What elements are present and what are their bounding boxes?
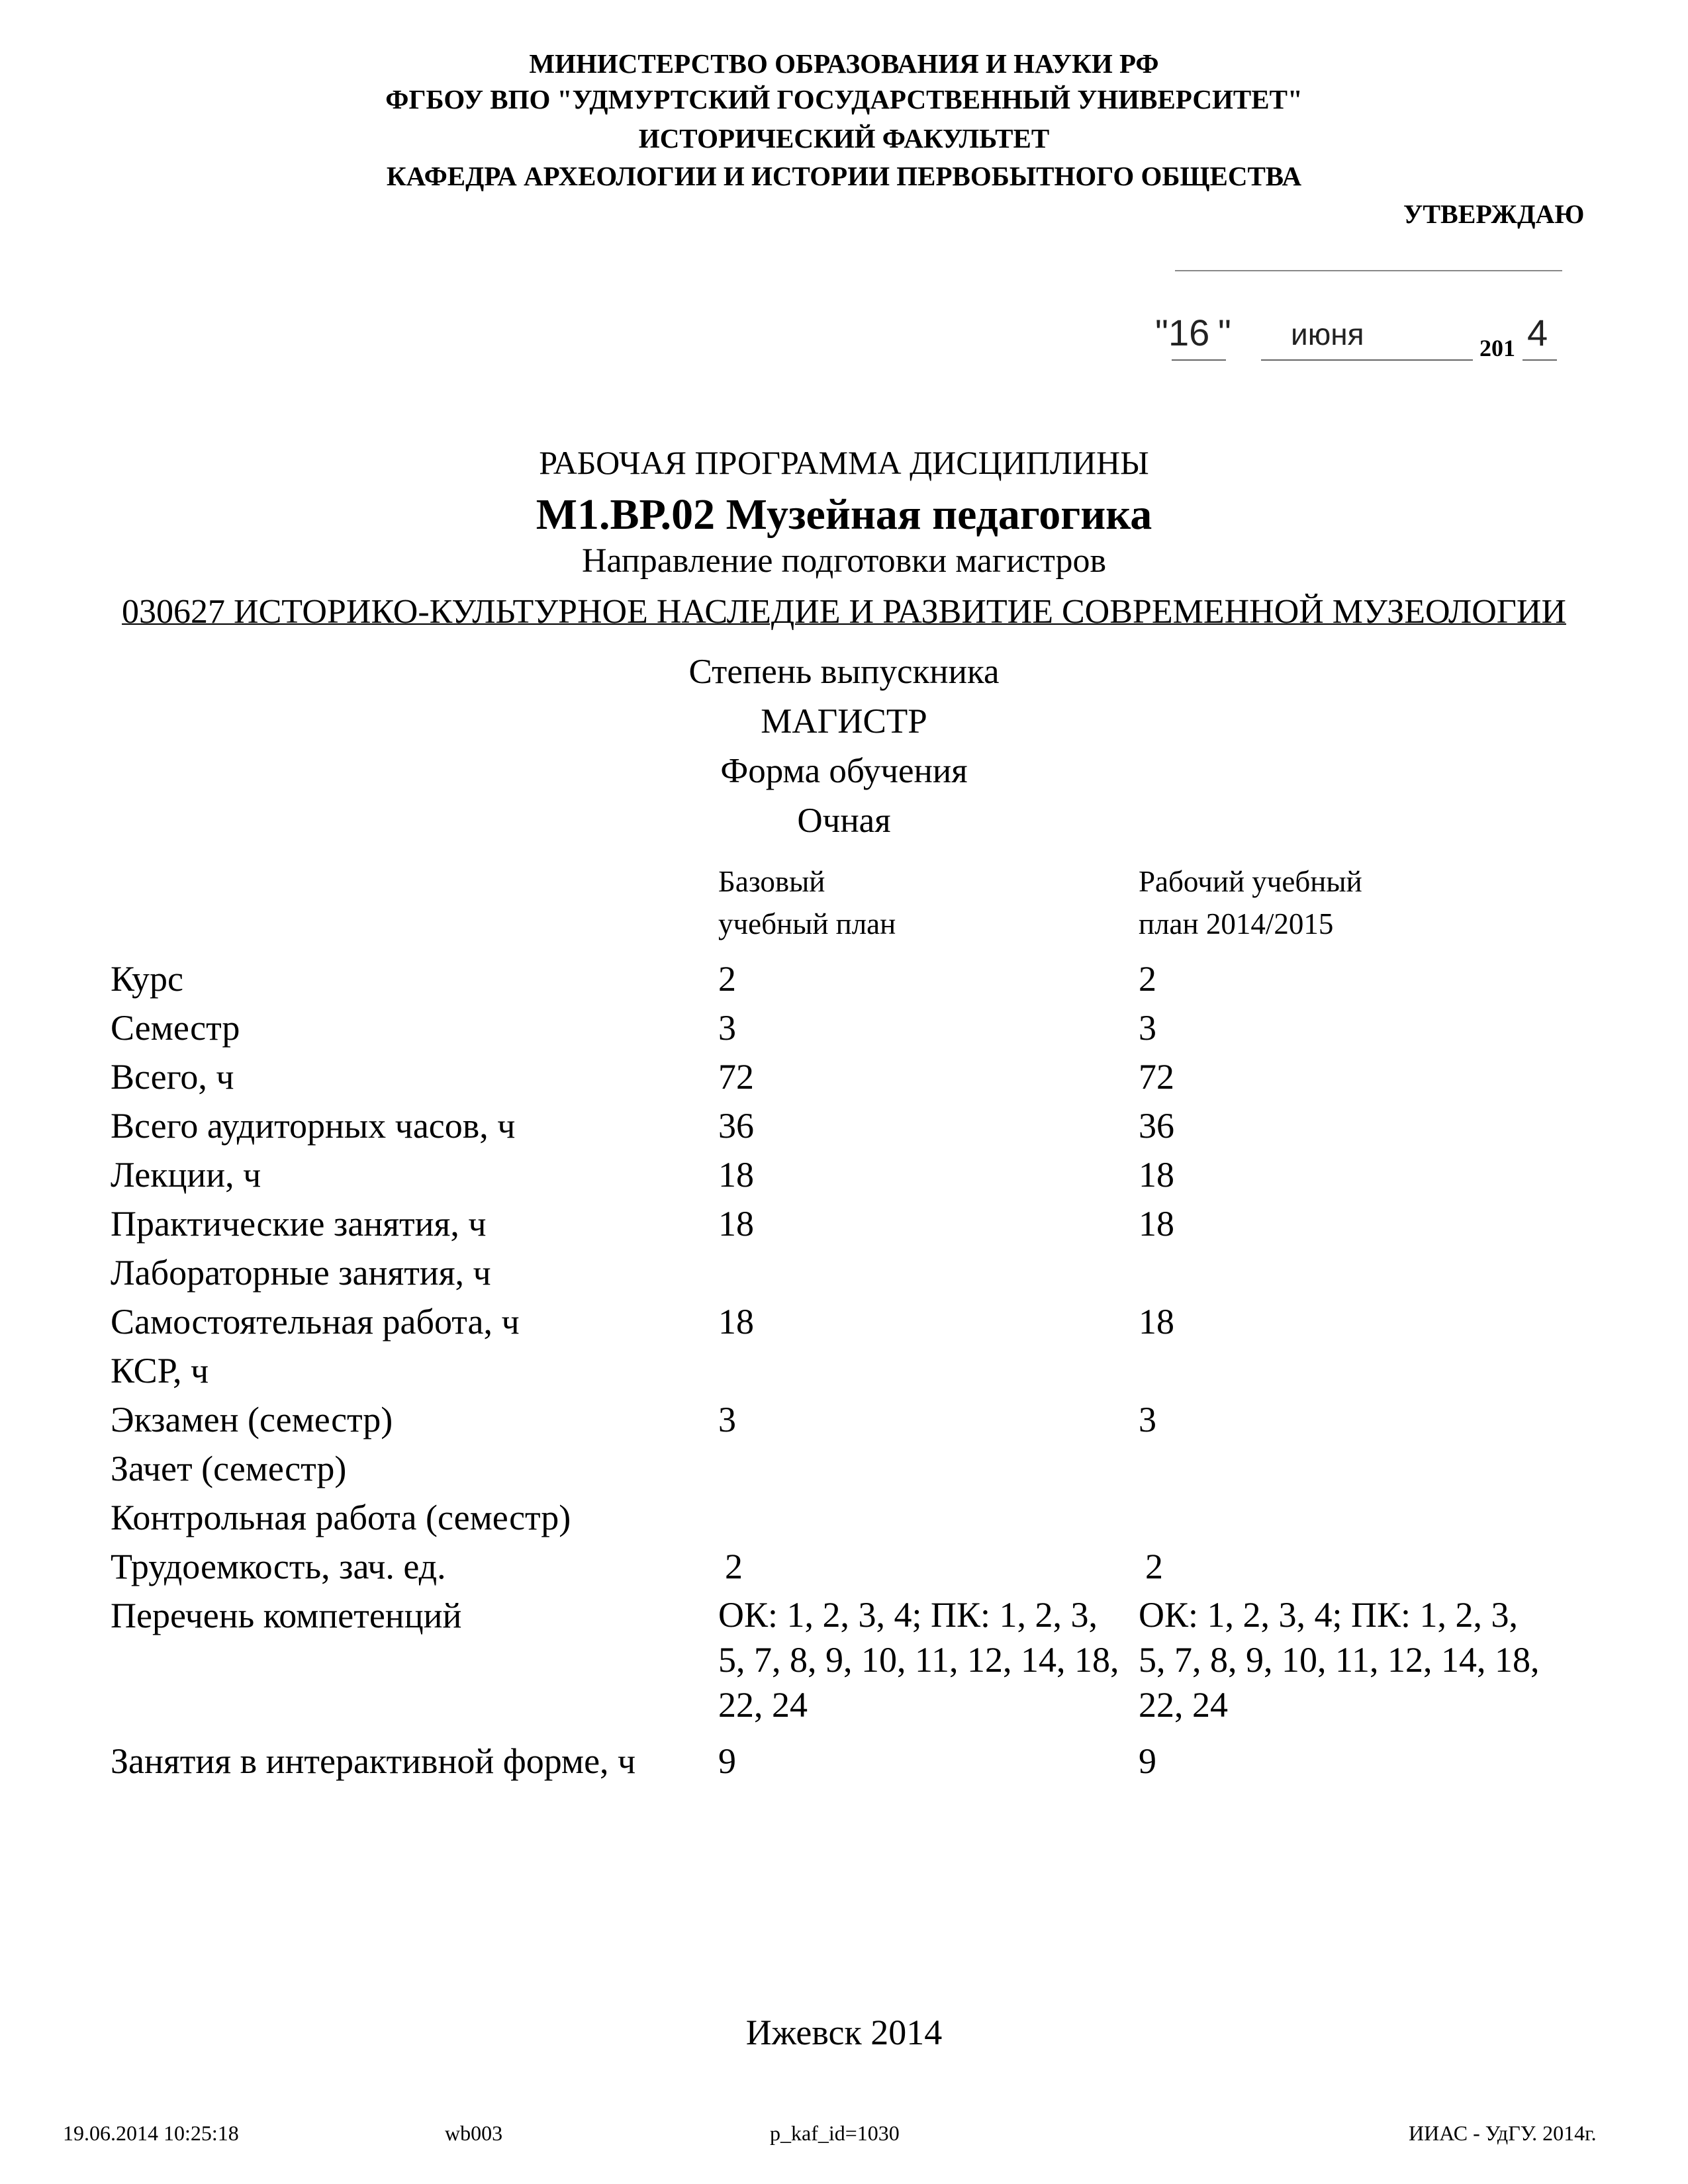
row-label: Перечень компетенций (111, 1596, 462, 1635)
row-label: Экзамен (семестр) (111, 1400, 393, 1439)
row-label: Семестр (111, 1008, 240, 1048)
row-base-value: 36 (718, 1106, 754, 1146)
row-base-value: ОК: 1, 2, 3, 4; ПК: 1, 2, 3, 5, 7, 8, 9, 10, 11, 12, 14, 18, 22, 24 (718, 1595, 1119, 1725)
row-work-value: 2 (1139, 959, 1156, 999)
row-work-value: ОК: 1, 2, 3, 4; ПК: 1, 2, 3, 5, 7, 8, 9, 10, 11, 12, 14, 18, 22, 24 (1139, 1595, 1540, 1725)
footer-kaf-id: p_kaf_id=1030 (770, 2121, 900, 2145)
discipline-title: М1.ВР.02 Музейная педагогика (536, 490, 1152, 539)
footer-system: ИИАС - УдГУ. 2014г. (1409, 2121, 1597, 2145)
program-title: РАБОЧАЯ ПРОГРАММА ДИСЦИПЛИНЫ (539, 444, 1149, 481)
signature-line (1175, 270, 1562, 271)
approval-day: 16 (1168, 312, 1210, 353)
direction-code: 030627 ИСТОРИКО-КУЛЬТУРНОЕ НАСЛЕДИЕ И РАЗВИТИЕ СОВРЕМЕННОЙ МУЗЕОЛОГИИ (122, 593, 1566, 631)
column-header-base-line1: Базовый (718, 865, 825, 898)
row-work-value: 72 (1139, 1057, 1174, 1097)
month-underline (1261, 359, 1473, 361)
row-base-value: 2 (725, 1547, 743, 1586)
row-base-value: 3 (718, 1008, 736, 1048)
row-label: Практические занятия, ч (111, 1204, 487, 1244)
row-work-value: 9 (1139, 1741, 1156, 1781)
column-header-base (718, 860, 896, 945)
direction-label: Направление подготовки магистров (581, 542, 1107, 580)
row-label: Трудоемкость, зач. ед. (111, 1547, 446, 1586)
column-header-base-line2: учебный план (718, 907, 896, 940)
row-label: Самостоятельная работа, ч (111, 1302, 520, 1342)
row-base-value: 2 (718, 959, 736, 999)
row-work-value: 36 (1139, 1106, 1174, 1146)
column-header-work-line1: Рабочий учебный (1139, 865, 1362, 898)
row-base-value: 18 (718, 1204, 754, 1244)
row-label: Контрольная работа (семестр) (111, 1498, 571, 1537)
row-base-value: 9 (718, 1741, 736, 1781)
row-base-value: 18 (718, 1302, 754, 1342)
approval-year-suffix: 4 (1527, 312, 1548, 353)
row-work-value: 18 (1139, 1155, 1174, 1195)
approval-month: июня (1291, 317, 1364, 351)
faculty-heading: ИСТОРИЧЕСКИЙ ФАКУЛЬТЕТ (638, 123, 1050, 154)
row-work-value: 3 (1139, 1008, 1156, 1048)
row-work-value: 18 (1139, 1302, 1174, 1342)
row-label: Лекции, ч (111, 1155, 261, 1195)
column-header-work-line2: план 2014/2015 (1139, 907, 1334, 940)
department-heading: КАФЕДРА АРХЕОЛОГИИ И ИСТОРИИ ПЕРВОБЫТНОГО ОБЩЕСТВА (386, 161, 1302, 191)
row-label: КСР, ч (111, 1351, 209, 1390)
footer-code: wb003 (445, 2121, 503, 2145)
footer-timestamp: 19.06.2014 10:25:18 (63, 2121, 239, 2145)
row-base-value: 72 (718, 1057, 754, 1097)
degree-value: МАГИСТР (761, 702, 927, 741)
row-base-value: 18 (718, 1155, 754, 1195)
row-label: Лабораторные занятия, ч (111, 1253, 491, 1293)
date-quote-close: " (1218, 312, 1231, 353)
row-work-value: 18 (1139, 1204, 1174, 1244)
study-form-value: Очная (797, 801, 891, 840)
approval-label: УТВЕРЖДАЮ (1403, 199, 1585, 229)
row-base-value: 3 (718, 1400, 736, 1439)
day-underline (1172, 359, 1226, 361)
study-form-label: Форма обучения (720, 752, 968, 790)
degree-label: Степень выпускника (688, 653, 1000, 691)
row-label: Курс (111, 959, 183, 999)
row-work-value: 3 (1139, 1400, 1156, 1439)
row-label: Занятия в интерактивной форме, ч (111, 1741, 636, 1781)
date-quote-open: " (1155, 312, 1168, 353)
column-header-work (1139, 860, 1362, 945)
row-label: Всего, ч (111, 1057, 234, 1097)
approval-year-prefix: 201 (1479, 335, 1515, 361)
row-work-value: 2 (1145, 1547, 1163, 1586)
university-heading: ФГБОУ ВПО "УДМУРТСКИЙ ГОСУДАРСТВЕННЫЙ УНИВЕРСИТЕТ" (385, 84, 1303, 114)
row-label: Всего аудиторных часов, ч (111, 1106, 516, 1146)
city-year: Ижевск 2014 (745, 2013, 943, 2052)
row-label: Зачет (семестр) (111, 1449, 347, 1488)
ministry-heading: МИНИСТЕРСТВО ОБРАЗОВАНИЯ И НАУКИ РФ (529, 48, 1159, 79)
year-underline (1523, 359, 1557, 361)
